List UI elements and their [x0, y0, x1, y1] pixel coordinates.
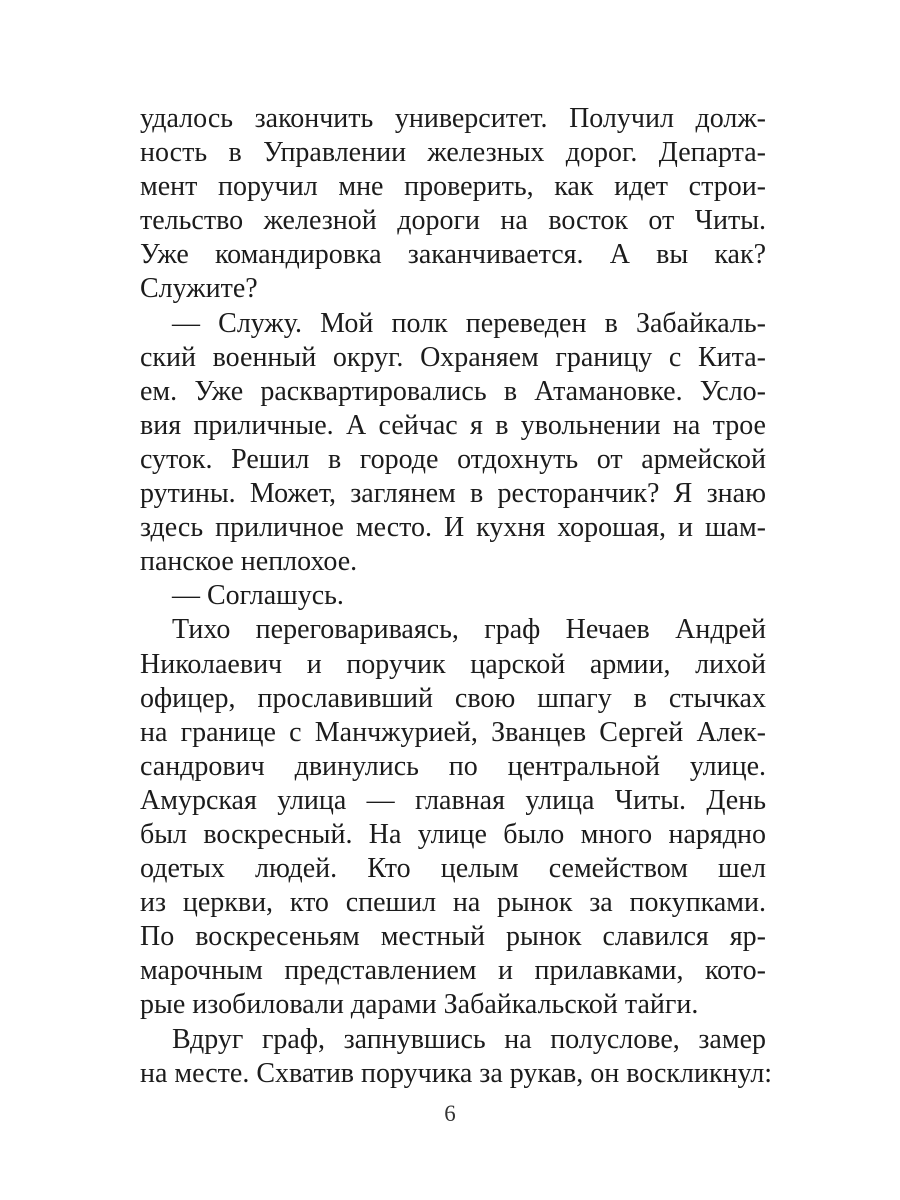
text-line: Вдруг граф, запнувшись на полуслове, замер — [172, 1023, 766, 1055]
text-line: здесь приличное место. И кухня хорошая, и шам- — [140, 512, 766, 544]
text-line: ский военный округ. Охраняем границу с Кита- — [140, 341, 766, 373]
text-line: удалось закончить университет. Получил долж- — [140, 103, 766, 134]
text-line: Служите? — [140, 273, 258, 305]
text-line: рутины. Может, заглянем в ресторанчик? Я знаю — [140, 478, 766, 510]
text-line: тельство железной дороги на восток от Читы. — [140, 205, 766, 237]
text-line: сандрович двинулись по центральной улице. — [140, 750, 766, 782]
text-line: на месте. Схватив поручика за рукав, он воскликнул: — [140, 1057, 773, 1089]
paragraph — [140, 102, 766, 307]
text-line: мент поручил мне проверить, как идет строи- — [140, 171, 766, 203]
text-line: марочным представлением и прилавками, кото- — [140, 955, 766, 987]
text-line: суток. Решил в городе отдохнуть от армейской — [140, 443, 766, 475]
text-line: был воскресный. На улице было много нарядно — [140, 818, 766, 850]
text-line: — Служу. Мой полк переведен в Забайкаль- — [172, 307, 766, 339]
body-text — [140, 102, 773, 1091]
text-line: Амурская улица — главная улица Читы. День — [140, 784, 766, 816]
paragraph — [140, 307, 766, 580]
paragraph — [140, 1023, 773, 1091]
text-line: Николаевич и поручик царской армии, лихой — [140, 648, 766, 680]
text-line: — Соглашусь. — [172, 580, 344, 612]
text-line: одетых людей. Кто целым семейством шел — [140, 853, 766, 885]
text-line: офицер, прославивший свою шпагу в стычках — [140, 682, 766, 714]
text-line: Тихо переговариваясь, граф Нечаев Андрей — [172, 614, 766, 646]
text-line: вия приличные. А сейчас я в увольнении на трое — [140, 409, 766, 441]
text-line: ность в Управлении железных дорог. Департа- — [140, 137, 766, 169]
text-line: По воскресеньям местный рынок славился яр- — [140, 921, 766, 953]
text-line: Уже командировка заканчивается. А вы как? — [140, 239, 766, 271]
paragraph — [140, 613, 766, 1022]
text-line: из церкви, кто спешил на рынок за покупками. — [140, 887, 766, 919]
text-line: панское неплохое. — [140, 546, 358, 578]
text-line: ем. Уже расквартировались в Атамановке. Усло- — [140, 375, 766, 407]
page-number: 6 — [444, 1101, 456, 1126]
text-line: рые изобиловали дарами Забайкальской тайги. — [140, 989, 699, 1021]
paragraph — [140, 579, 766, 613]
text-line: на границе с Манчжурией, Званцев Сергей Алек- — [140, 716, 766, 748]
